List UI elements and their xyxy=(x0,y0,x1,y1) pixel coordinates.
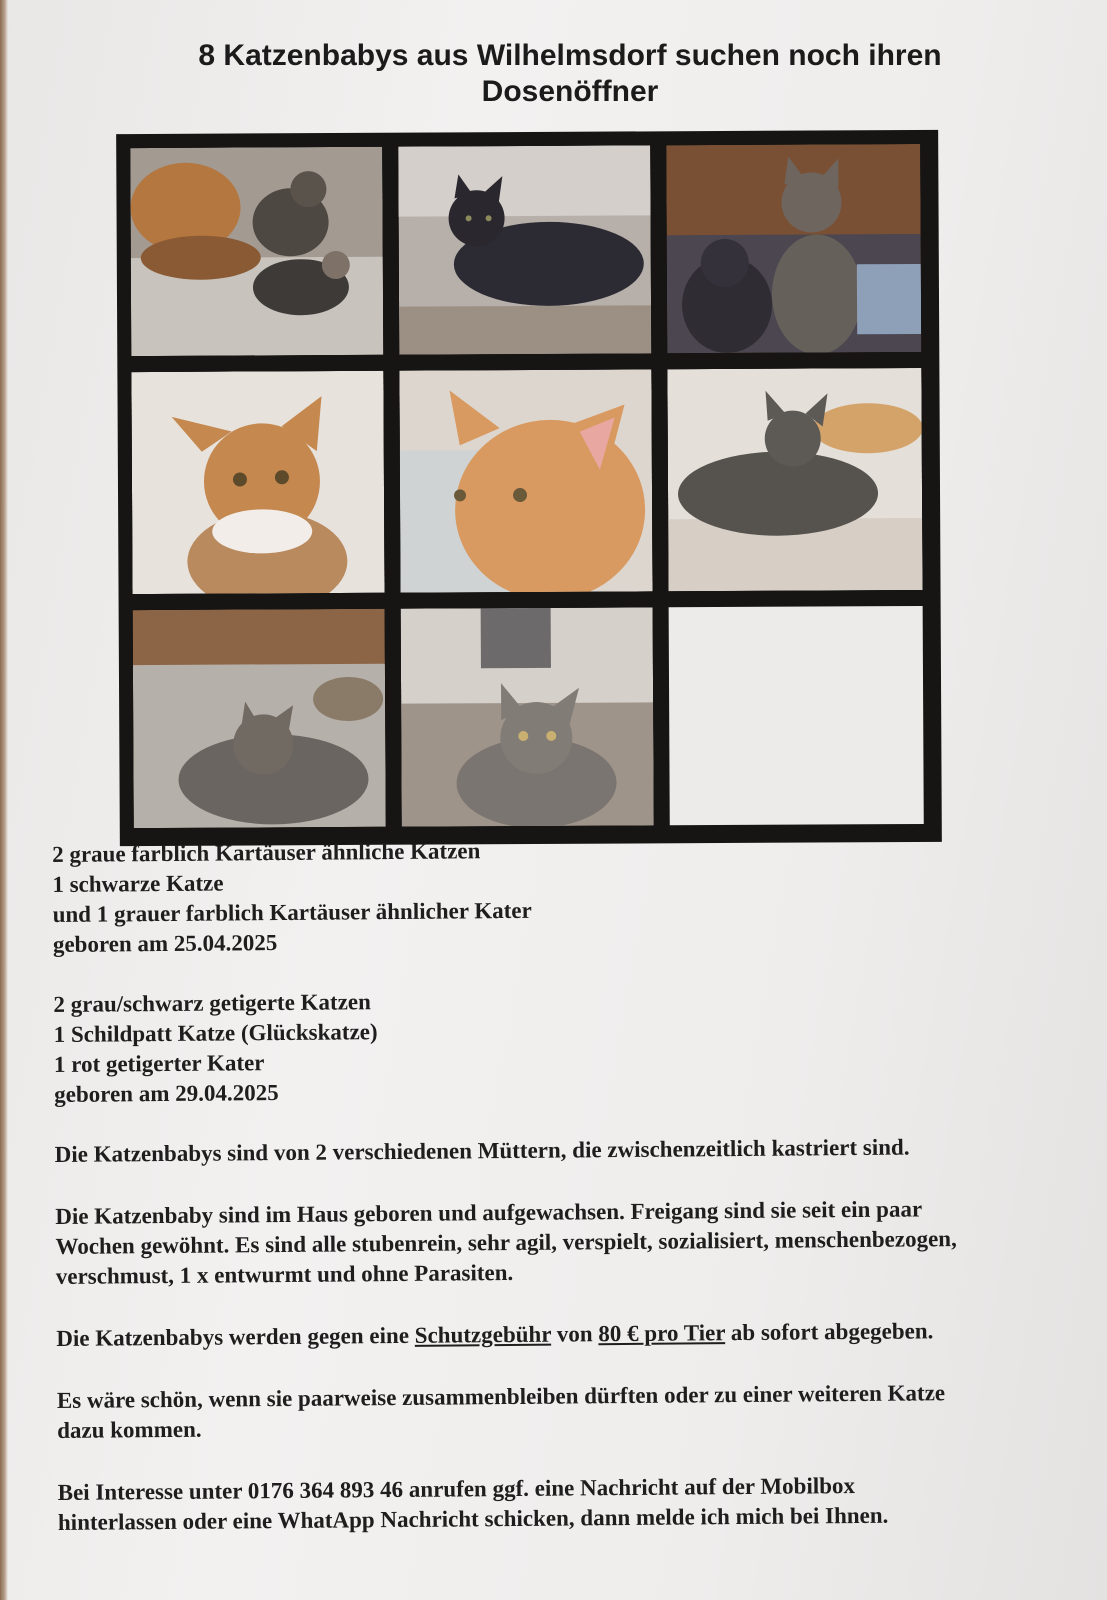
pairs-line2: dazu kommen. xyxy=(57,1416,202,1443)
flyer-title xyxy=(80,38,1060,110)
litter1-line1: 2 graue farblich Kartäuser ähnliche Katzen xyxy=(52,838,481,867)
litter1-line2: 1 schwarze Katze xyxy=(52,870,224,897)
ginger-kitten-closeup-photo xyxy=(399,369,652,592)
tabby-kittens-photo xyxy=(666,144,921,353)
litter2-born: geboren am 29.04.2025 xyxy=(54,1080,279,1107)
litter2-line3: 1 rot getigerter Kater xyxy=(53,1050,265,1077)
contact-line2: hinterlassen oder eine WhatApp Nachricht schicken, dann melde ich mich bei Ihnen. xyxy=(57,1502,889,1535)
title-line-2: Dosenöffner xyxy=(481,75,659,108)
title-line-1: 8 Katzenbabys aus Wilhelmsdorf suchen noch ihren xyxy=(198,39,942,72)
fee-suffix: ab sofort abgegeben. xyxy=(724,1318,934,1346)
grey-kitten-lying-photo xyxy=(667,368,922,591)
empty-photo-slot xyxy=(669,606,924,825)
flyer-body xyxy=(52,831,1088,1538)
house-line2: Wochen gewöhnt. Es sind alle stubenrein, sehr agil, verspielt, sozialisiert, menschenbezogen, xyxy=(55,1226,957,1259)
litter2-line2: 1 Schildpatt Katze (Glückskatze) xyxy=(53,1019,378,1047)
house-line3: verschmust, 1 x entwurmt und ohne Parasiten. xyxy=(55,1259,514,1289)
house-line1: Die Katzenbaby sind im Haus geboren und aufgewachsen. Freigang sind sie seit ein paar xyxy=(55,1196,923,1229)
tabby-kitten-blanket-photo xyxy=(133,609,386,828)
ginger-kitten-photo xyxy=(131,371,384,594)
fee-mid: von xyxy=(550,1321,599,1347)
grey-kitten-sitting-photo xyxy=(401,607,654,826)
fee-word: Schutzgebühr xyxy=(414,1321,552,1348)
mothers-text: Die Katzenbabys sind von 2 verschiedenen Müttern, die zwischenzeitlich kastriert sind. xyxy=(54,1134,910,1167)
black-kitten-photo xyxy=(398,145,651,354)
photo-collage xyxy=(116,130,942,846)
litter2-line1: 2 grau/schwarz getigerte Katzen xyxy=(53,989,371,1017)
fee-amount: 80 € pro Tier xyxy=(598,1320,726,1347)
kittens-on-rug-photo xyxy=(130,147,383,356)
litter1-line3: und 1 grauer farblich Kartäuser ähnlicher Kater xyxy=(52,897,532,927)
pairs-line1: Es wäre schön, wenn sie paarweise zusammenbleiben dürften oder zu einer weiteren Katze xyxy=(56,1380,946,1413)
page-edge xyxy=(0,0,8,1600)
fee-prefix: Die Katzenbabys werden gegen eine xyxy=(56,1322,415,1351)
litter1-born: geboren am 25.04.2025 xyxy=(52,930,278,957)
contact-line1: Bei Interesse unter 0176 364 893 46 anrufen ggf. eine Nachricht auf der Mobilbox xyxy=(57,1473,856,1505)
